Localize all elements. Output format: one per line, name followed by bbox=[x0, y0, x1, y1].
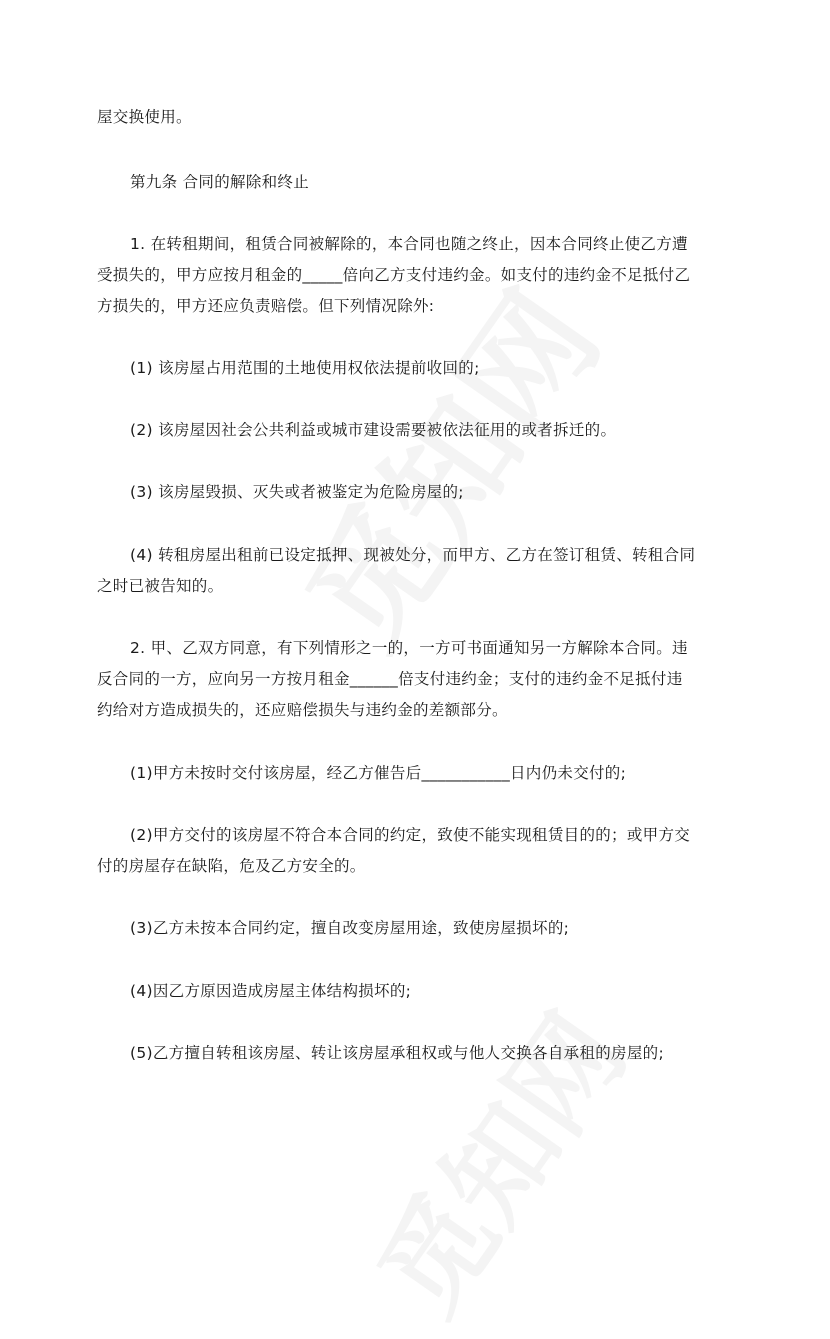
watermark bbox=[336, 979, 655, 1339]
paragraph-line: 受损失的，甲方应按月租金的_____倍向乙方支付违约金。如支付的违约金不足抵付乙 bbox=[97, 266, 691, 284]
list-item: 付的房屋存在缺陷，危及乙方安全的。 bbox=[97, 857, 366, 875]
paragraph-line: 1. 在转租期间，租赁合同被解除的，本合同也随之终止，因本合同终止使乙方遭 bbox=[130, 235, 688, 253]
paragraph-line: 约给对方造成损失的，还应赔偿损失与违约金的差额部分。 bbox=[97, 701, 508, 719]
paragraph-line: 反合同的一方，应向另一方按月租金______倍支付违约金；支付的违约金不足抵付违 bbox=[97, 670, 683, 688]
list-item: (4) 转租房屋出租前已设定抵押、现被处分，而甲方、乙方在签订租赁、转租合同 bbox=[130, 546, 696, 564]
list-item: (2)甲方交付的该房屋不符合本合同的约定，致使不能实现租赁目的的；或甲方交 bbox=[130, 826, 691, 844]
paragraph-line: 2. 甲、乙双方同意，有下列情形之一的，一方可书面通知另一方解除本合同。违 bbox=[130, 639, 688, 657]
list-item: (2) 该房屋因社会公共利益或城市建设需要被依法征用的或者拆迁的。 bbox=[130, 421, 617, 439]
paragraph-line: 方损失的，甲方还应负责赔偿。但下列情况除外: bbox=[97, 297, 435, 315]
list-item: (1) 该房屋占用范围的土地使用权依法提前收回的; bbox=[130, 359, 480, 377]
section-heading: 第九条 合同的解除和终止 bbox=[130, 173, 310, 191]
list-item: (1)甲方未按时交付该房屋，经乙方催告后___________日内仍未交付的; bbox=[130, 764, 627, 782]
list-item: (5)乙方擅自转租该房屋、转让该房屋承租权或与他人交换各自承租的房屋的; bbox=[130, 1044, 664, 1062]
paragraph-line: 屋交换使用。 bbox=[97, 108, 192, 126]
list-item: 之时已被告知的。 bbox=[97, 577, 224, 595]
list-item: (3) 该房屋毁损、灭失或者被鉴定为危险房屋的; bbox=[130, 483, 464, 501]
list-item: (3)乙方未按本合同约定，擅自改变房屋用途，致使房屋损坏的; bbox=[130, 919, 570, 937]
list-item: (4)因乙方原因造成房屋主体结构损坏的; bbox=[130, 982, 412, 1000]
